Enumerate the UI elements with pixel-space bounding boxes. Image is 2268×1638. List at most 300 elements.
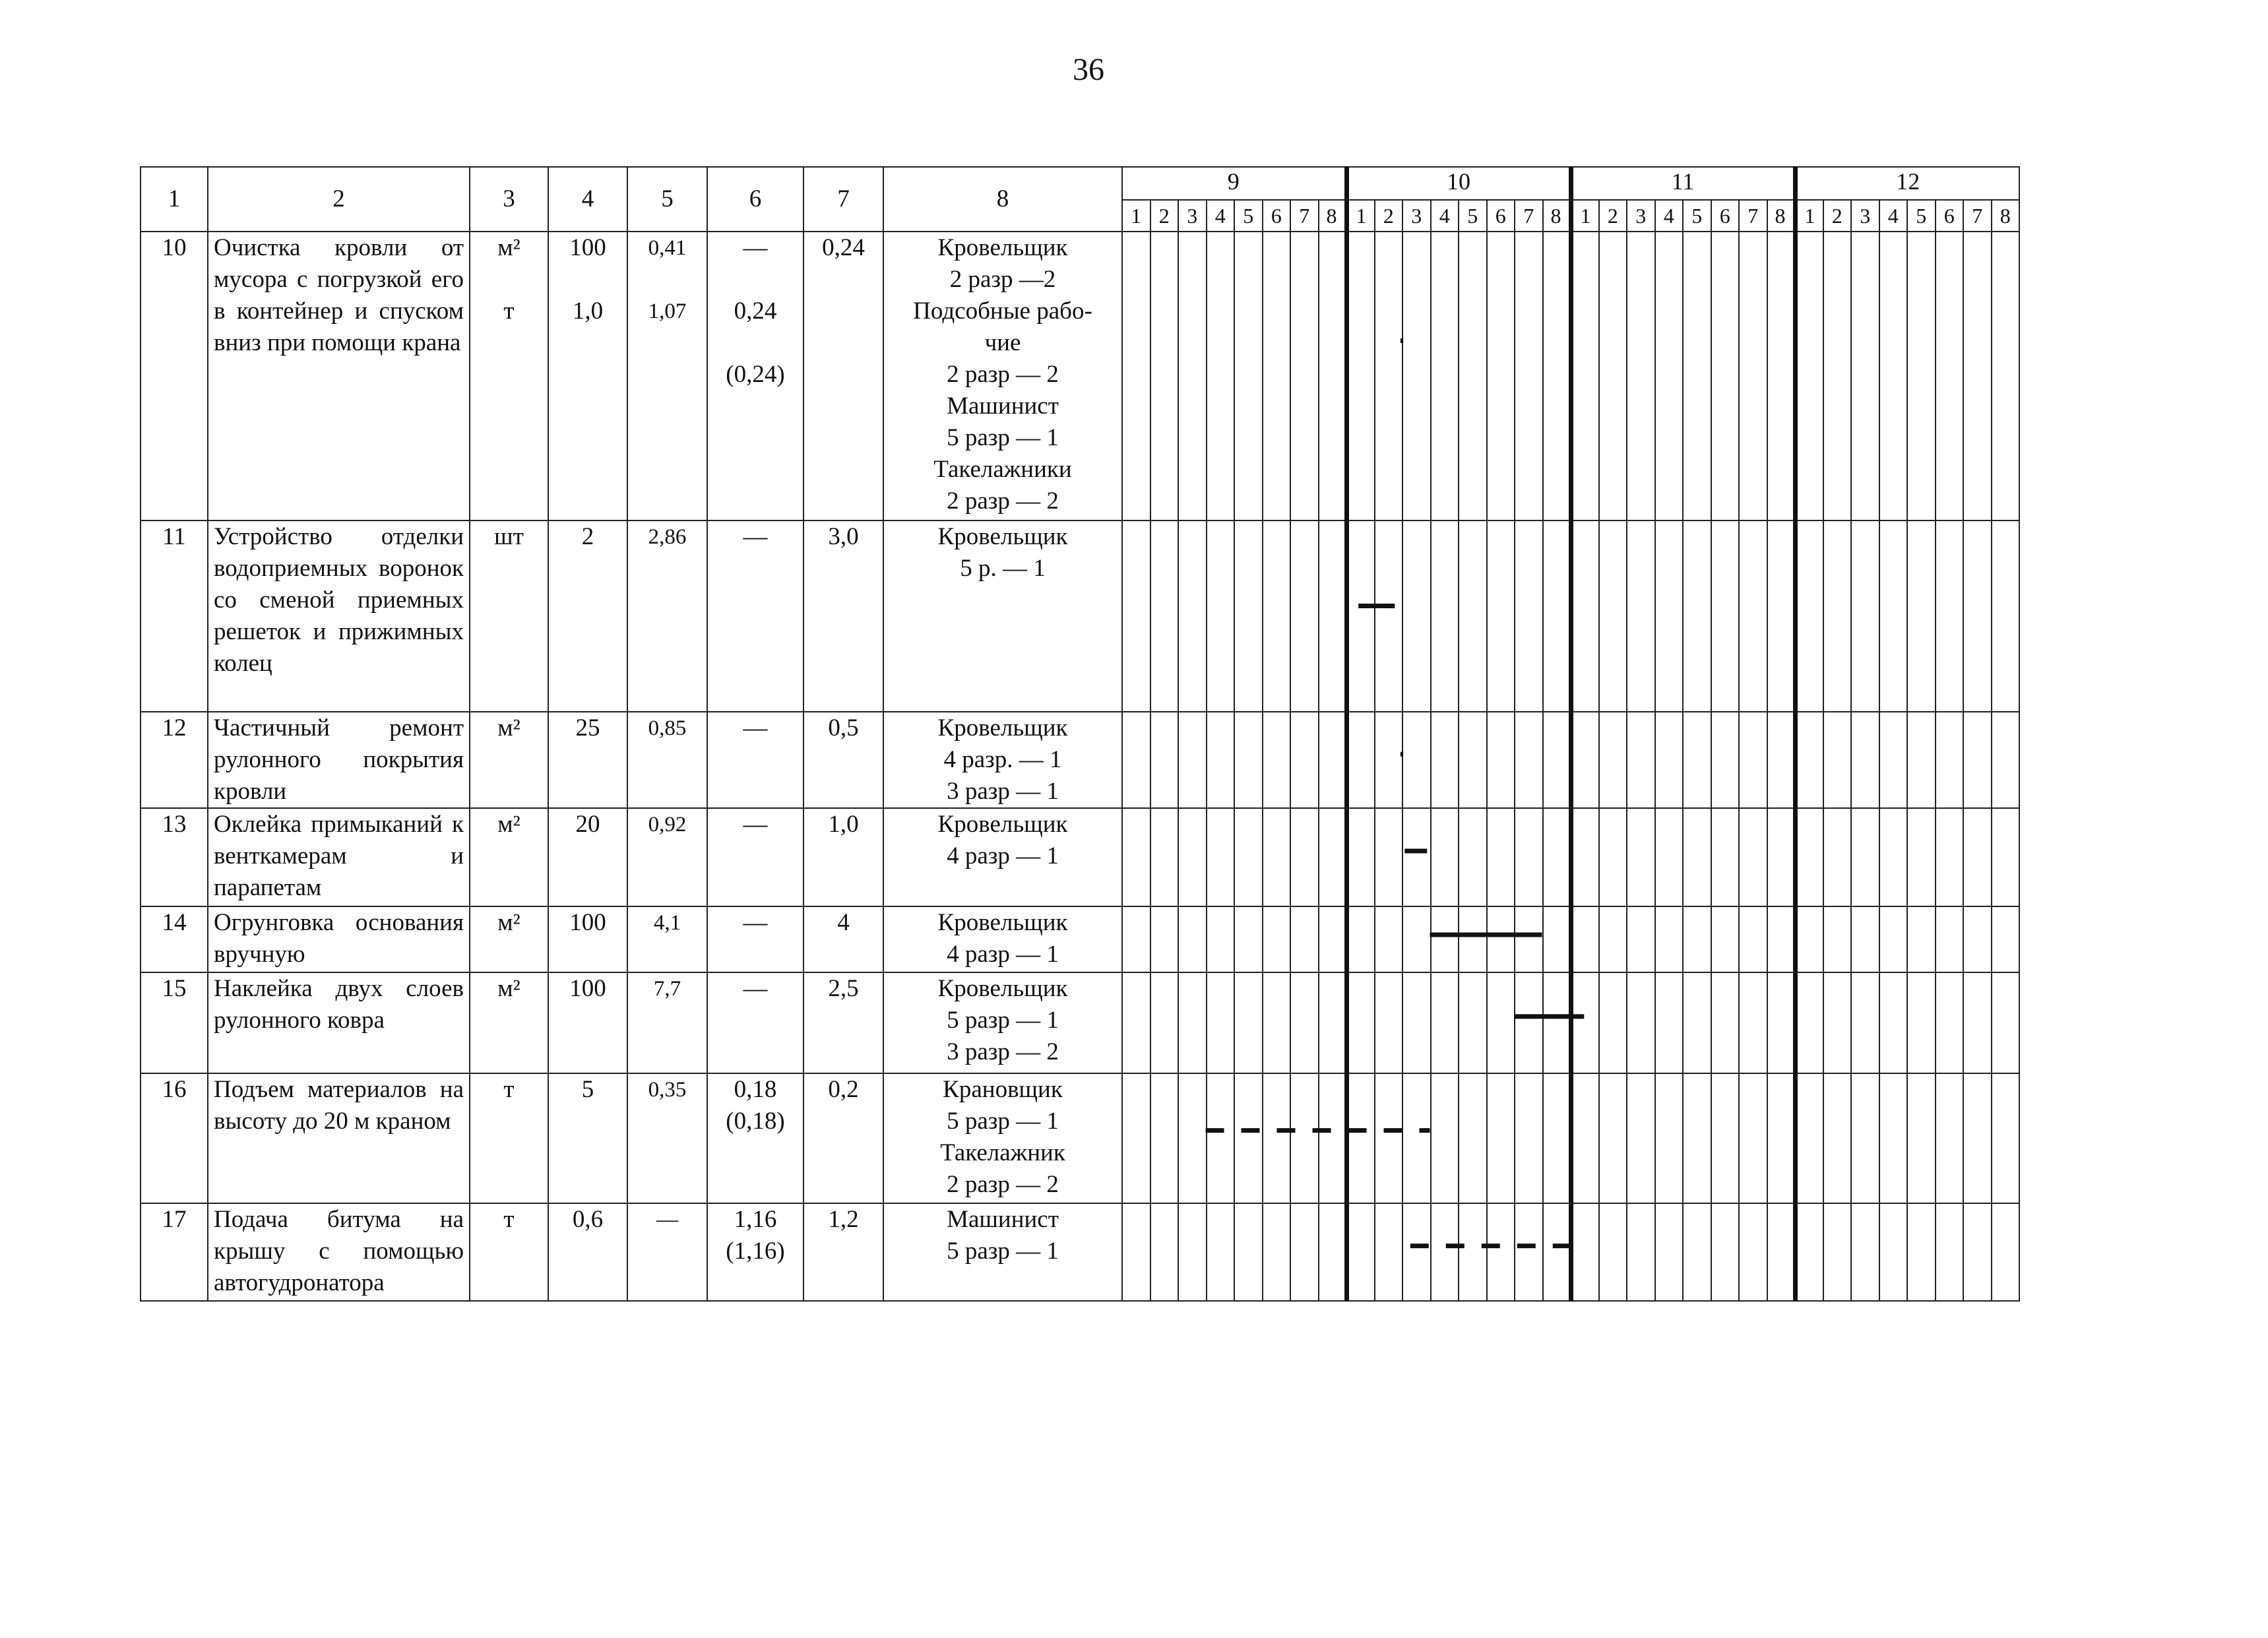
schedule-cell bbox=[1402, 712, 1431, 808]
schedule-cell bbox=[1823, 712, 1852, 808]
schedule-cell bbox=[1178, 906, 1207, 972]
work-schedule-table bbox=[140, 166, 2020, 1302]
schedule-cell bbox=[1178, 232, 1207, 520]
schedule-cell bbox=[1207, 906, 1235, 972]
schedule-cell bbox=[1150, 520, 1179, 712]
schedule-cell bbox=[1402, 1073, 1431, 1203]
day-header: 6 bbox=[1936, 200, 1964, 232]
schedule-cell bbox=[1936, 1073, 1964, 1203]
schedule-cell bbox=[1683, 712, 1711, 808]
schedule-cell bbox=[1290, 972, 1319, 1073]
period-header: 10 bbox=[1346, 167, 1571, 200]
table-row bbox=[141, 232, 2019, 520]
schedule-cell bbox=[1487, 906, 1515, 972]
quantity-cell: 100 bbox=[548, 906, 627, 972]
schedule-cell bbox=[1711, 1203, 1740, 1301]
schedule-cell bbox=[1599, 1073, 1627, 1203]
schedule-cell bbox=[1207, 520, 1235, 712]
column-number-header: 3 bbox=[470, 167, 548, 232]
schedule-cell bbox=[1963, 972, 1992, 1073]
schedule-cell bbox=[1263, 1073, 1291, 1203]
schedule-cell bbox=[1346, 1203, 1375, 1301]
schedule-cell bbox=[1795, 808, 1823, 906]
schedule-cell bbox=[1290, 808, 1319, 906]
day-header: 5 bbox=[1683, 200, 1711, 232]
schedule-cell bbox=[1263, 1203, 1291, 1301]
schedule-cell bbox=[1992, 972, 2020, 1073]
period-header: 11 bbox=[1571, 167, 1795, 200]
schedule-cell bbox=[1515, 808, 1543, 906]
schedule-cell bbox=[1739, 906, 1767, 972]
schedule-cell bbox=[1319, 712, 1347, 808]
schedule-cell bbox=[1767, 906, 1796, 972]
unit-cell: м² bbox=[470, 712, 548, 808]
schedule-cell bbox=[1346, 712, 1375, 808]
table-row bbox=[141, 520, 2019, 712]
schedule-cell bbox=[1599, 1203, 1627, 1301]
schedule-cell bbox=[1459, 808, 1487, 906]
column-number-header: 5 bbox=[627, 167, 707, 232]
schedule-cell bbox=[1319, 906, 1347, 972]
machine-time-cell: — bbox=[707, 906, 803, 972]
schedule-cell bbox=[1207, 712, 1235, 808]
schedule-cell bbox=[1599, 972, 1627, 1073]
labor-cost-cell: 1,0 bbox=[803, 808, 883, 906]
schedule-cell bbox=[1375, 972, 1403, 1073]
quantity-cell: 25 bbox=[548, 712, 627, 808]
schedule-cell bbox=[1963, 712, 1992, 808]
unit-cell: м² bbox=[470, 906, 548, 972]
crew-composition: Кровельщик 4 разр — 1 bbox=[883, 906, 1122, 972]
work-description: Очистка кровли от мусора с погрузкой его в контейнер и спуском вниз при помощи крана bbox=[208, 232, 470, 520]
schedule-cell bbox=[1263, 808, 1291, 906]
schedule-cell bbox=[1767, 1203, 1796, 1301]
schedule-cell bbox=[1263, 972, 1291, 1073]
schedule-cell bbox=[1571, 972, 1599, 1073]
schedule-cell bbox=[1851, 1203, 1879, 1301]
schedule-cell bbox=[1207, 808, 1235, 906]
schedule-cell bbox=[1515, 1073, 1543, 1203]
crew-composition: Кровельщик 5 разр — 1 3 разр — 2 bbox=[883, 972, 1122, 1073]
table-row bbox=[141, 808, 2019, 906]
schedule-cell bbox=[1992, 712, 2020, 808]
schedule-cell bbox=[1739, 520, 1767, 712]
schedule-cell bbox=[1431, 1203, 1459, 1301]
schedule-cell bbox=[1487, 712, 1515, 808]
schedule-cell bbox=[1767, 232, 1796, 520]
schedule-cell bbox=[1795, 972, 1823, 1073]
schedule-cell bbox=[1795, 1073, 1823, 1203]
day-header: 4 bbox=[1431, 200, 1459, 232]
day-header: 4 bbox=[1879, 200, 1908, 232]
schedule-cell bbox=[1290, 906, 1319, 972]
page-number: 36 bbox=[1073, 52, 1104, 87]
schedule-cell bbox=[1795, 520, 1823, 712]
schedule-cell bbox=[1683, 232, 1711, 520]
day-header: 2 bbox=[1599, 200, 1627, 232]
schedule-cell bbox=[1683, 520, 1711, 712]
day-header: 7 bbox=[1739, 200, 1767, 232]
schedule-cell bbox=[1851, 1073, 1879, 1203]
schedule-cell bbox=[1402, 232, 1431, 520]
schedule-cell bbox=[1936, 232, 1964, 520]
schedule-cell bbox=[1346, 1073, 1375, 1203]
schedule-cell bbox=[1683, 906, 1711, 972]
schedule-cell bbox=[1992, 1073, 2020, 1203]
schedule-cell bbox=[1178, 712, 1207, 808]
column-number-header: 4 bbox=[548, 167, 627, 232]
schedule-cell bbox=[1571, 232, 1599, 520]
day-header: 5 bbox=[1234, 200, 1263, 232]
schedule-cell bbox=[1851, 712, 1879, 808]
schedule-cell bbox=[1683, 1073, 1711, 1203]
table-row bbox=[141, 1203, 2019, 1301]
schedule-cell bbox=[1767, 972, 1796, 1073]
schedule-cell bbox=[1431, 1073, 1459, 1203]
schedule-cell bbox=[1992, 520, 2020, 712]
day-header: 5 bbox=[1907, 200, 1936, 232]
schedule-cell bbox=[1795, 712, 1823, 808]
schedule-cell bbox=[1346, 520, 1375, 712]
schedule-cell bbox=[1627, 906, 1655, 972]
table-header bbox=[141, 167, 2019, 232]
schedule-cell bbox=[1879, 712, 1908, 808]
schedule-cell bbox=[1571, 906, 1599, 972]
labor-cost-cell: 0,24 bbox=[803, 232, 883, 520]
schedule-cell bbox=[1319, 1073, 1347, 1203]
crew-composition: Машинист 5 разр — 1 bbox=[883, 1203, 1122, 1301]
row-number: 15 bbox=[141, 972, 208, 1073]
work-description: Подача битума на крышу с помощью автогудронатора bbox=[208, 1203, 470, 1301]
crew-composition: Кровельщик 5 р. — 1 bbox=[883, 520, 1122, 712]
schedule-cell bbox=[1290, 1203, 1319, 1301]
schedule-cell bbox=[1375, 232, 1403, 520]
schedule-cell bbox=[1711, 232, 1740, 520]
schedule-cell bbox=[1851, 808, 1879, 906]
unit-cell: т bbox=[470, 1203, 548, 1301]
schedule-cell bbox=[1346, 906, 1375, 972]
schedule-cell bbox=[1711, 808, 1740, 906]
day-header: 2 bbox=[1375, 200, 1403, 232]
table-row bbox=[141, 972, 2019, 1073]
schedule-cell bbox=[1795, 906, 1823, 972]
schedule-cell bbox=[1879, 808, 1908, 906]
schedule-cell bbox=[1178, 972, 1207, 1073]
schedule-cell bbox=[1936, 1203, 1964, 1301]
schedule-cell bbox=[1599, 906, 1627, 972]
schedule-cell bbox=[1150, 972, 1179, 1073]
schedule-cell bbox=[1543, 972, 1571, 1073]
unit-cell: м² т bbox=[470, 232, 548, 520]
schedule-cell bbox=[1851, 232, 1879, 520]
schedule-cell bbox=[1599, 232, 1627, 520]
quantity-cell: 2 bbox=[548, 520, 627, 712]
period-header: 12 bbox=[1795, 167, 2019, 200]
schedule-cell bbox=[1459, 906, 1487, 972]
schedule-cell bbox=[1711, 520, 1740, 712]
work-description: Оклейка примыканий к венткамерам и парапетам bbox=[208, 808, 470, 906]
period-header: 9 bbox=[1122, 167, 1346, 200]
day-header: 8 bbox=[1767, 200, 1796, 232]
column-number-header: 7 bbox=[803, 167, 883, 232]
schedule-cell bbox=[1319, 520, 1347, 712]
labor-norm-cell: 2,86 bbox=[627, 520, 707, 712]
schedule-cell bbox=[1487, 232, 1515, 520]
schedule-cell bbox=[1402, 808, 1431, 906]
labor-norm-cell: 4,1 bbox=[627, 906, 707, 972]
schedule-cell bbox=[1459, 1203, 1487, 1301]
column-number-header: 6 bbox=[707, 167, 803, 232]
schedule-cell bbox=[1683, 808, 1711, 906]
schedule-cell bbox=[1459, 972, 1487, 1073]
schedule-cell bbox=[1263, 232, 1291, 520]
schedule-cell bbox=[1122, 972, 1150, 1073]
labor-norm-cell: 0,35 bbox=[627, 1073, 707, 1203]
day-header: 2 bbox=[1150, 200, 1179, 232]
day-header: 6 bbox=[1711, 200, 1740, 232]
schedule-cell bbox=[1402, 520, 1431, 712]
schedule-cell bbox=[1655, 972, 1684, 1073]
schedule-cell bbox=[1319, 1203, 1347, 1301]
schedule-cell bbox=[1823, 520, 1852, 712]
schedule-cell bbox=[1122, 232, 1150, 520]
schedule-cell bbox=[1346, 972, 1375, 1073]
schedule-cell bbox=[1599, 520, 1627, 712]
labor-cost-cell: 1,2 bbox=[803, 1203, 883, 1301]
table-row bbox=[141, 1073, 2019, 1203]
day-header: 3 bbox=[1627, 200, 1655, 232]
schedule-cell bbox=[1739, 1073, 1767, 1203]
schedule-cell bbox=[1739, 232, 1767, 520]
schedule-cell bbox=[1627, 232, 1655, 520]
schedule-cell bbox=[1459, 520, 1487, 712]
schedule-cell bbox=[1627, 1073, 1655, 1203]
schedule-cell bbox=[1963, 906, 1992, 972]
quantity-cell: 5 bbox=[548, 1073, 627, 1203]
table-row bbox=[141, 906, 2019, 972]
schedule-cell bbox=[1767, 1073, 1796, 1203]
unit-cell: шт bbox=[470, 520, 548, 712]
schedule-cell bbox=[1963, 1203, 1992, 1301]
quantity-cell: 100 1,0 bbox=[548, 232, 627, 520]
header-row-periods bbox=[141, 167, 2019, 200]
schedule-cell bbox=[1178, 1073, 1207, 1203]
schedule-cell bbox=[1431, 906, 1459, 972]
schedule-cell bbox=[1571, 712, 1599, 808]
schedule-cell bbox=[1907, 808, 1936, 906]
day-header: 1 bbox=[1346, 200, 1375, 232]
schedule-cell bbox=[1599, 808, 1627, 906]
schedule-cell bbox=[1936, 808, 1964, 906]
schedule-cell bbox=[1290, 232, 1319, 520]
schedule-cell bbox=[1375, 520, 1403, 712]
schedule-cell bbox=[1487, 1203, 1515, 1301]
schedule-cell bbox=[1683, 1203, 1711, 1301]
schedule-cell bbox=[1992, 232, 2020, 520]
schedule-cell bbox=[1346, 808, 1375, 906]
schedule-cell bbox=[1515, 232, 1543, 520]
schedule-cell bbox=[1122, 808, 1150, 906]
schedule-cell bbox=[1627, 712, 1655, 808]
schedule-cell bbox=[1907, 1203, 1936, 1301]
schedule-cell bbox=[1655, 520, 1684, 712]
schedule-cell bbox=[1234, 1073, 1263, 1203]
quantity-cell: 20 bbox=[548, 808, 627, 906]
schedule-cell bbox=[1234, 972, 1263, 1073]
schedule-cell bbox=[1879, 1203, 1908, 1301]
schedule-cell bbox=[1431, 972, 1459, 1073]
schedule-cell bbox=[1627, 1203, 1655, 1301]
schedule-cell bbox=[1459, 232, 1487, 520]
schedule-cell bbox=[1683, 972, 1711, 1073]
schedule-cell bbox=[1150, 712, 1179, 808]
schedule-cell bbox=[1431, 712, 1459, 808]
schedule-cell bbox=[1375, 906, 1403, 972]
schedule-cell bbox=[1571, 520, 1599, 712]
schedule-cell bbox=[1963, 808, 1992, 906]
quantity-cell: 100 bbox=[548, 972, 627, 1073]
schedule-cell bbox=[1515, 906, 1543, 972]
day-header: 1 bbox=[1795, 200, 1823, 232]
schedule-cell bbox=[1515, 1203, 1543, 1301]
schedule-cell bbox=[1150, 1073, 1179, 1203]
schedule-cell bbox=[1739, 712, 1767, 808]
labor-cost-cell: 0,2 bbox=[803, 1073, 883, 1203]
schedule-cell bbox=[1936, 906, 1964, 972]
schedule-cell bbox=[1234, 1203, 1263, 1301]
row-number: 12 bbox=[141, 712, 208, 808]
schedule-cell bbox=[1402, 906, 1431, 972]
schedule-cell bbox=[1234, 712, 1263, 808]
schedule-cell bbox=[1907, 232, 1936, 520]
schedule-cell bbox=[1431, 232, 1459, 520]
schedule-cell bbox=[1655, 808, 1684, 906]
schedule-cell bbox=[1234, 808, 1263, 906]
schedule-cell bbox=[1823, 1203, 1852, 1301]
schedule-cell bbox=[1823, 972, 1852, 1073]
labor-cost-cell: 3,0 bbox=[803, 520, 883, 712]
schedule-cell bbox=[1543, 232, 1571, 520]
schedule-cell bbox=[1823, 906, 1852, 972]
table-row bbox=[141, 712, 2019, 808]
schedule-cell bbox=[1599, 712, 1627, 808]
day-header: 3 bbox=[1178, 200, 1207, 232]
schedule-cell bbox=[1963, 1073, 1992, 1203]
machine-time-cell: — 0,24 (0,24) bbox=[707, 232, 803, 520]
schedule-cell bbox=[1150, 1203, 1179, 1301]
schedule-cell bbox=[1122, 520, 1150, 712]
day-header: 3 bbox=[1851, 200, 1879, 232]
row-number: 16 bbox=[141, 1073, 208, 1203]
schedule-cell bbox=[1571, 1203, 1599, 1301]
schedule-cell bbox=[1319, 972, 1347, 1073]
day-header: 3 bbox=[1402, 200, 1431, 232]
labor-cost-cell: 0,5 bbox=[803, 712, 883, 808]
crew-composition: Крановщик 5 разр — 1 Такелажник 2 разр — 2 bbox=[883, 1073, 1122, 1203]
schedule-cell bbox=[1879, 906, 1908, 972]
schedule-cell bbox=[1375, 1203, 1403, 1301]
schedule-cell bbox=[1515, 972, 1543, 1073]
day-header: 7 bbox=[1963, 200, 1992, 232]
day-header: 8 bbox=[1543, 200, 1571, 232]
table-body bbox=[141, 232, 2019, 1301]
schedule-cell bbox=[1543, 1203, 1571, 1301]
schedule-cell bbox=[1851, 972, 1879, 1073]
schedule-cell bbox=[1795, 232, 1823, 520]
schedule-cell bbox=[1907, 712, 1936, 808]
schedule-cell bbox=[1907, 972, 1936, 1073]
schedule-cell bbox=[1319, 232, 1347, 520]
schedule-cell bbox=[1122, 1073, 1150, 1203]
work-description: Огрунговка основания вручную bbox=[208, 906, 470, 972]
day-header: 6 bbox=[1263, 200, 1291, 232]
schedule-cell bbox=[1487, 808, 1515, 906]
day-header: 6 bbox=[1487, 200, 1515, 232]
schedule-cell bbox=[1907, 520, 1936, 712]
schedule-cell bbox=[1207, 232, 1235, 520]
day-header: 8 bbox=[1319, 200, 1347, 232]
schedule-cell bbox=[1122, 906, 1150, 972]
crew-composition: Кровельщик 4 разр. — 1 3 разр — 1 bbox=[883, 712, 1122, 808]
day-header: 2 bbox=[1823, 200, 1852, 232]
schedule-cell bbox=[1487, 1073, 1515, 1203]
labor-norm-cell: 0,41 1,07 bbox=[627, 232, 707, 520]
machine-time-cell: — bbox=[707, 808, 803, 906]
schedule-cell bbox=[1543, 808, 1571, 906]
day-header: 1 bbox=[1571, 200, 1599, 232]
schedule-cell bbox=[1346, 232, 1375, 520]
day-header: 5 bbox=[1459, 200, 1487, 232]
schedule-cell bbox=[1851, 520, 1879, 712]
schedule-cell bbox=[1487, 520, 1515, 712]
schedule-cell bbox=[1207, 1203, 1235, 1301]
row-number: 11 bbox=[141, 520, 208, 712]
day-header: 1 bbox=[1122, 200, 1150, 232]
schedule-cell bbox=[1992, 808, 2020, 906]
schedule-cell bbox=[1963, 520, 1992, 712]
schedule-cell bbox=[1739, 972, 1767, 1073]
schedule-cell bbox=[1431, 520, 1459, 712]
column-number-header: 8 bbox=[883, 167, 1122, 232]
schedule-cell bbox=[1879, 520, 1908, 712]
schedule-cell bbox=[1122, 1203, 1150, 1301]
labor-norm-cell: 0,85 bbox=[627, 712, 707, 808]
schedule-cell bbox=[1823, 808, 1852, 906]
schedule-cell bbox=[1907, 1073, 1936, 1203]
schedule-cell bbox=[1711, 1073, 1740, 1203]
crew-composition: Кровельщик 4 разр — 1 bbox=[883, 808, 1122, 906]
schedule-cell bbox=[1992, 1203, 2020, 1301]
schedule-cell bbox=[1711, 906, 1740, 972]
schedule-cell bbox=[1655, 1203, 1684, 1301]
schedule-cell bbox=[1431, 808, 1459, 906]
schedule-cell bbox=[1936, 972, 1964, 1073]
schedule-cell bbox=[1150, 232, 1179, 520]
schedule-cell bbox=[1459, 1073, 1487, 1203]
schedule-cell bbox=[1879, 972, 1908, 1073]
schedule-cell bbox=[1795, 1203, 1823, 1301]
schedule-cell bbox=[1627, 520, 1655, 712]
schedule-cell bbox=[1234, 520, 1263, 712]
schedule-cell bbox=[1823, 232, 1852, 520]
schedule-cell bbox=[1543, 906, 1571, 972]
schedule-cell bbox=[1963, 232, 1992, 520]
work-description: Частичный ремонт рулонного покрытия кровли bbox=[208, 712, 470, 808]
schedule-cell bbox=[1655, 906, 1684, 972]
schedule-cell bbox=[1515, 712, 1543, 808]
labor-norm-cell: 0,92 bbox=[627, 808, 707, 906]
day-header: 4 bbox=[1207, 200, 1235, 232]
